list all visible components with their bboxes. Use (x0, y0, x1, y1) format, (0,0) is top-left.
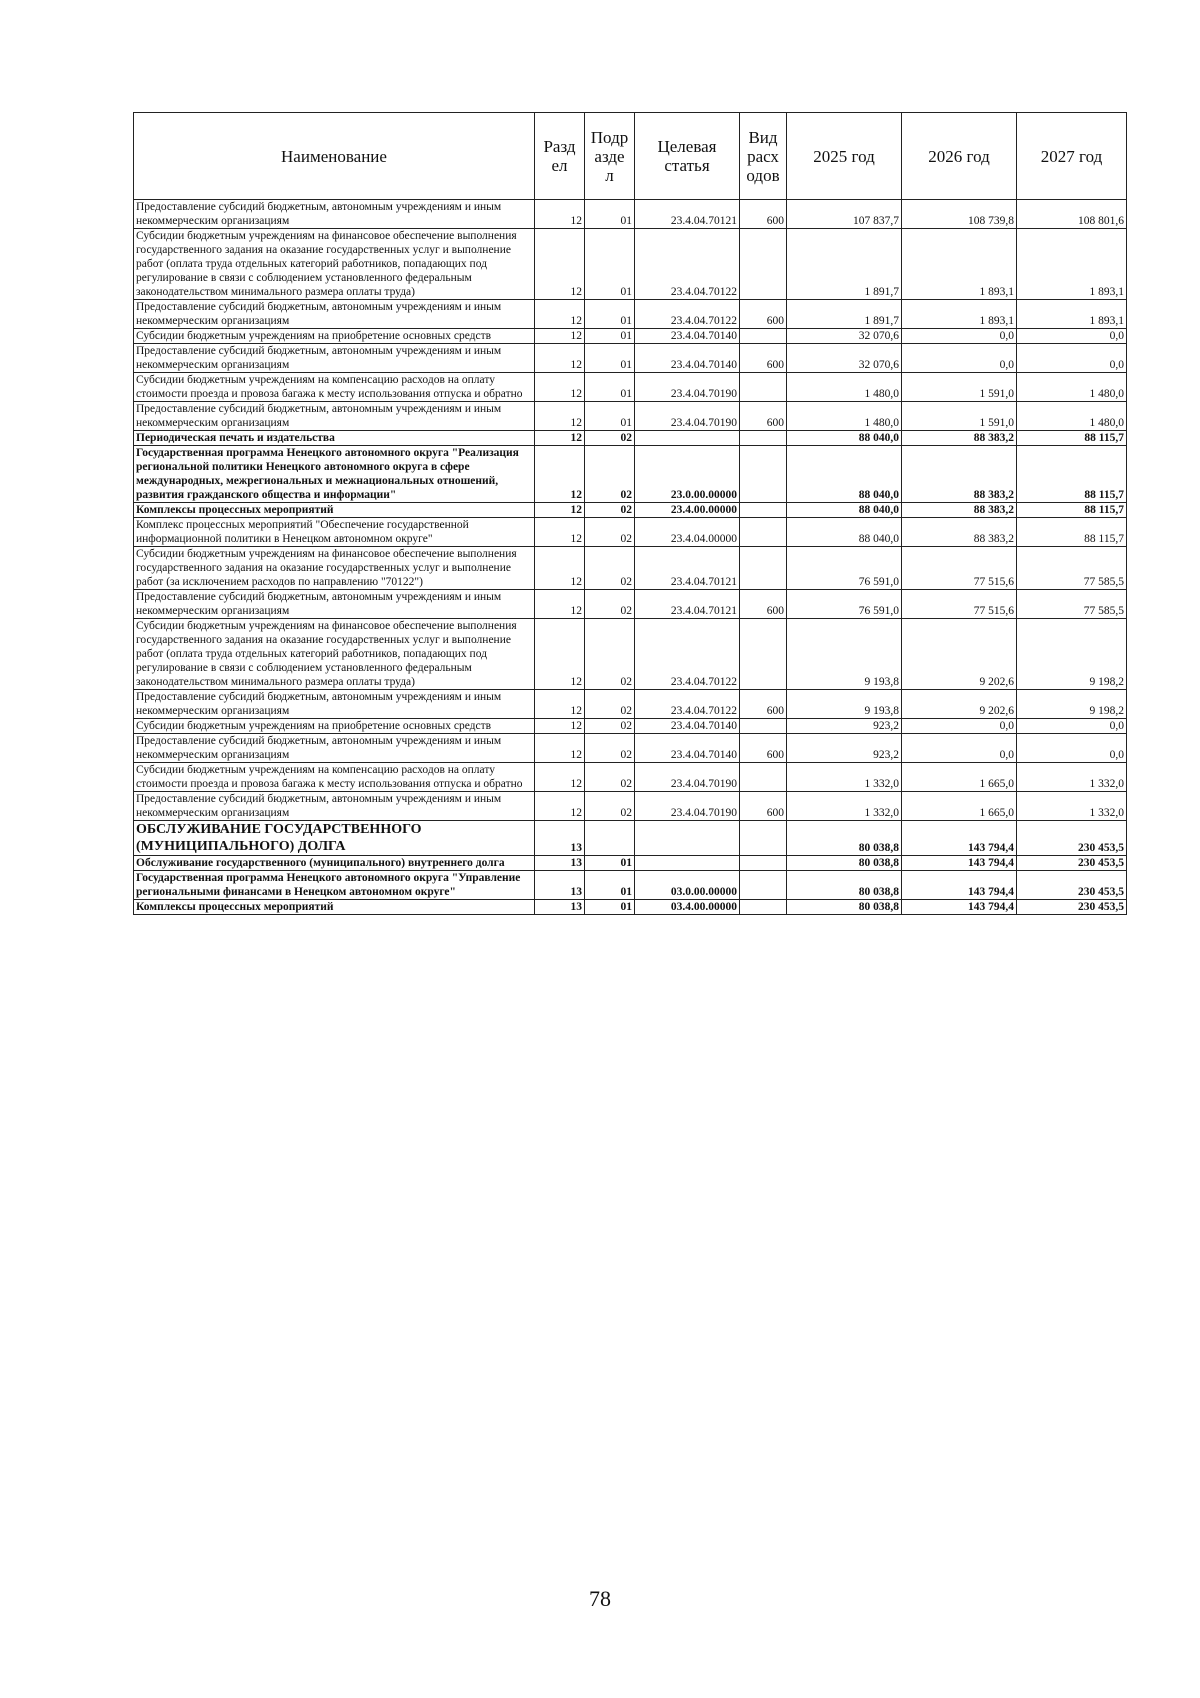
row-vid (740, 871, 787, 900)
row-podrazdel: 02 (585, 690, 635, 719)
header-2026: 2026 год (902, 113, 1017, 200)
row-vid (740, 719, 787, 734)
row-podrazdel: 01 (585, 300, 635, 329)
table-row (134, 590, 1127, 619)
table-row (134, 402, 1127, 431)
row-vid: 600 (740, 300, 787, 329)
row-statya: 03.0.00.00000 (635, 871, 740, 900)
row-2027: 0,0 (1017, 329, 1127, 344)
row-vid: 600 (740, 402, 787, 431)
row-razdel: 12 (535, 734, 585, 763)
row-podrazdel: 02 (585, 734, 635, 763)
row-podrazdel: 01 (585, 329, 635, 344)
row-statya: 23.4.04.70122 (635, 690, 740, 719)
table-row (134, 431, 1127, 446)
row-name: Субсидии бюджетным учреждениям на компенсацию расходов на оплату стоимости проезда и провоза багажа к месту использования отпуска и обратно (134, 763, 535, 792)
row-name: Субсидии бюджетным учреждениям на приобретение основных средств (134, 719, 535, 734)
row-razdel: 12 (535, 518, 585, 547)
row-2027: 108 801,6 (1017, 200, 1127, 229)
row-2025: 80 038,8 (787, 900, 902, 915)
row-2025: 80 038,8 (787, 856, 902, 871)
row-vid (740, 446, 787, 503)
row-razdel: 12 (535, 402, 585, 431)
row-name: Комплексы процессных мероприятий (134, 503, 535, 518)
row-2025: 9 193,8 (787, 619, 902, 690)
row-razdel: 13 (535, 871, 585, 900)
row-vid (740, 547, 787, 590)
row-2025: 32 070,6 (787, 344, 902, 373)
table-row (134, 329, 1127, 344)
row-2026: 9 202,6 (902, 690, 1017, 719)
row-2027: 77 585,5 (1017, 547, 1127, 590)
row-vid (740, 619, 787, 690)
row-2025: 1 891,7 (787, 300, 902, 329)
table-row (134, 734, 1127, 763)
row-vid (740, 229, 787, 300)
row-2027: 1 332,0 (1017, 763, 1127, 792)
row-name: Государственная программа Ненецкого автономного округа "Реализация региональной политики Ненецкого автономного округа в сфере международных, межрегиональных и межнациональных отношений, развития гражданского общества и информации" (134, 446, 535, 503)
row-2027: 0,0 (1017, 719, 1127, 734)
row-statya: 23.4.04.70122 (635, 300, 740, 329)
row-2026: 88 383,2 (902, 503, 1017, 518)
row-2026: 0,0 (902, 344, 1017, 373)
row-statya: 23.0.00.00000 (635, 446, 740, 503)
row-statya: 03.4.00.00000 (635, 900, 740, 915)
row-statya: 23.4.04.70121 (635, 200, 740, 229)
row-2025: 9 193,8 (787, 690, 902, 719)
row-vid: 600 (740, 690, 787, 719)
row-2027: 230 453,5 (1017, 821, 1127, 856)
row-podrazdel: 02 (585, 446, 635, 503)
header-2025: 2025 год (787, 113, 902, 200)
row-razdel: 12 (535, 503, 585, 518)
table-header-row (134, 113, 1127, 200)
row-podrazdel: 02 (585, 431, 635, 446)
row-vid (740, 900, 787, 915)
row-statya (635, 431, 740, 446)
row-2027: 1 332,0 (1017, 792, 1127, 821)
table-row (134, 690, 1127, 719)
row-vid (740, 856, 787, 871)
row-2027: 230 453,5 (1017, 871, 1127, 900)
row-razdel: 13 (535, 856, 585, 871)
row-podrazdel: 02 (585, 547, 635, 590)
row-2025: 923,2 (787, 734, 902, 763)
table-row (134, 619, 1127, 690)
row-vid (740, 763, 787, 792)
row-statya (635, 856, 740, 871)
row-podrazdel: 02 (585, 590, 635, 619)
row-razdel: 12 (535, 792, 585, 821)
row-name: Обслуживание государственного (муниципального) внутреннего долга (134, 856, 535, 871)
row-2025: 80 038,8 (787, 821, 902, 856)
row-statya: 23.4.04.70122 (635, 619, 740, 690)
row-razdel: 12 (535, 547, 585, 590)
table-row (134, 344, 1127, 373)
row-2026: 1 665,0 (902, 792, 1017, 821)
row-statya: 23.4.04.70121 (635, 547, 740, 590)
row-2026: 0,0 (902, 734, 1017, 763)
row-2027: 77 585,5 (1017, 590, 1127, 619)
row-razdel: 12 (535, 431, 585, 446)
row-razdel: 12 (535, 446, 585, 503)
row-podrazdel: 01 (585, 856, 635, 871)
row-2025: 88 040,0 (787, 446, 902, 503)
row-2027: 9 198,2 (1017, 690, 1127, 719)
row-name: Предоставление субсидий бюджетным, автономным учреждениям и иным некоммерческим организациям (134, 734, 535, 763)
row-vid (740, 431, 787, 446)
row-vid: 600 (740, 590, 787, 619)
header-2027: 2027 год (1017, 113, 1127, 200)
row-statya: 23.4.04.70140 (635, 734, 740, 763)
row-statya: 23.4.04.00000 (635, 518, 740, 547)
table-row (134, 229, 1127, 300)
row-2027: 1 480,0 (1017, 402, 1127, 431)
row-statya: 23.4.00.00000 (635, 503, 740, 518)
header-statya (635, 113, 740, 200)
row-razdel: 12 (535, 329, 585, 344)
row-podrazdel: 01 (585, 871, 635, 900)
row-2025: 76 591,0 (787, 590, 902, 619)
row-2026: 1 591,0 (902, 373, 1017, 402)
row-podrazdel: 01 (585, 229, 635, 300)
table-row (134, 792, 1127, 821)
row-vid: 600 (740, 734, 787, 763)
row-2025: 1 480,0 (787, 402, 902, 431)
row-podrazdel: 01 (585, 900, 635, 915)
row-name: Комплекс процессных мероприятий "Обеспечение государственной информационной политики в Ненецком автономном округе" (134, 518, 535, 547)
row-name: Предоставление субсидий бюджетным, автономным учреждениям и иным некоммерческим организациям (134, 300, 535, 329)
row-razdel: 12 (535, 690, 585, 719)
row-podrazdel: 01 (585, 402, 635, 431)
row-2025: 1 891,7 (787, 229, 902, 300)
row-statya: 23.4.04.70190 (635, 402, 740, 431)
table-row (134, 446, 1127, 503)
row-name: Предоставление субсидий бюджетным, автономным учреждениям и иным некоммерческим организациям (134, 200, 535, 229)
row-2027: 230 453,5 (1017, 856, 1127, 871)
table-row (134, 719, 1127, 734)
row-razdel: 12 (535, 590, 585, 619)
row-statya: 23.4.04.70190 (635, 763, 740, 792)
row-2025: 80 038,8 (787, 871, 902, 900)
table-row (134, 518, 1127, 547)
row-vid: 600 (740, 200, 787, 229)
row-name: Предоставление субсидий бюджетным, автономным учреждениям и иным некоммерческим организациям (134, 792, 535, 821)
row-2026: 9 202,6 (902, 619, 1017, 690)
row-name: Субсидии бюджетным учреждениям на приобретение основных средств (134, 329, 535, 344)
row-vid (740, 821, 787, 856)
row-name: Предоставление субсидий бюджетным, автономным учреждениям и иным некоммерческим организациям (134, 402, 535, 431)
row-2025: 1 480,0 (787, 373, 902, 402)
header-podrazdel-text: Подр азде л (590, 127, 629, 185)
row-razdel: 12 (535, 373, 585, 402)
page-number: 78 (589, 1586, 611, 1611)
row-razdel: 12 (535, 200, 585, 229)
row-name: Субсидии бюджетным учреждениям на компенсацию расходов на оплату стоимости проезда и провоза багажа к месту использования отпуска и обратно (134, 373, 535, 402)
row-2027: 230 453,5 (1017, 900, 1127, 915)
row-2026: 0,0 (902, 329, 1017, 344)
row-razdel: 13 (535, 900, 585, 915)
row-2027: 88 115,7 (1017, 446, 1127, 503)
row-name: Предоставление субсидий бюджетным, автономным учреждениям и иным некоммерческим организациям (134, 690, 535, 719)
row-podrazdel: 01 (585, 200, 635, 229)
row-razdel: 12 (535, 763, 585, 792)
row-2025: 923,2 (787, 719, 902, 734)
row-name: Субсидии бюджетным учреждениям на финансовое обеспечение выполнения государственного задания на оказание государственных услуг и выполнение работ (оплата труда отдельных категорий работников, попадающих под регулирование в связи с соблюдением установленного федеральным законодательством минимального размера оплаты труда) (134, 619, 535, 690)
row-razdel: 12 (535, 719, 585, 734)
header-vid-text: Вид расх одов (746, 127, 780, 185)
row-podrazdel: 02 (585, 518, 635, 547)
row-2025: 1 332,0 (787, 763, 902, 792)
row-2026: 1 893,1 (902, 229, 1017, 300)
row-podrazdel: 02 (585, 719, 635, 734)
row-2027: 1 480,0 (1017, 373, 1127, 402)
row-name: Государственная программа Ненецкого автономного округа "Управление региональными финансами в Ненецком автономном округе" (134, 871, 535, 900)
row-razdel: 12 (535, 619, 585, 690)
row-2026: 88 383,2 (902, 518, 1017, 547)
row-statya: 23.4.04.70140 (635, 719, 740, 734)
row-podrazdel: 02 (585, 763, 635, 792)
row-vid: 600 (740, 792, 787, 821)
header-statya-text: Целевая статья (657, 137, 717, 175)
row-2026: 1 893,1 (902, 300, 1017, 329)
row-2027: 88 115,7 (1017, 431, 1127, 446)
row-name: Комплексы процессных мероприятий (134, 900, 535, 915)
row-vid: 600 (740, 344, 787, 373)
table-row (134, 373, 1127, 402)
table-row (134, 547, 1127, 590)
row-razdel: 12 (535, 229, 585, 300)
row-statya: 23.4.04.70121 (635, 590, 740, 619)
row-2027: 9 198,2 (1017, 619, 1127, 690)
table-row (134, 821, 1127, 856)
row-2026: 143 794,4 (902, 821, 1017, 856)
row-2025: 76 591,0 (787, 547, 902, 590)
header-vid (740, 113, 787, 200)
row-2026: 77 515,6 (902, 590, 1017, 619)
row-vid (740, 503, 787, 518)
row-name: Субсидии бюджетным учреждениям на финансовое обеспечение выполнения государственного задания на оказание государственных услуг и выполнение работ (за исключением расходов по направлению "70122") (134, 547, 535, 590)
row-2027: 1 893,1 (1017, 300, 1127, 329)
row-2025: 107 837,7 (787, 200, 902, 229)
table-row (134, 763, 1127, 792)
table-row (134, 900, 1127, 915)
row-2025: 32 070,6 (787, 329, 902, 344)
header-podrazdel (585, 113, 635, 200)
table-row (134, 200, 1127, 229)
row-2026: 1 665,0 (902, 763, 1017, 792)
row-name: ОБСЛУЖИВАНИЕ ГОСУДАРСТВЕННОГО (МУНИЦИПАЛЬНОГО) ДОЛГА (134, 821, 535, 856)
row-name: Предоставление субсидий бюджетным, автономным учреждениям и иным некоммерческим организациям (134, 344, 535, 373)
row-2025: 88 040,0 (787, 431, 902, 446)
header-razdel-text: Разд ел (543, 137, 576, 175)
row-2026: 143 794,4 (902, 900, 1017, 915)
row-razdel: 12 (535, 344, 585, 373)
row-podrazdel: 02 (585, 792, 635, 821)
row-name: Периодическая печать и издательства (134, 431, 535, 446)
row-statya: 23.4.04.70190 (635, 792, 740, 821)
row-podrazdel: 02 (585, 619, 635, 690)
header-razdel (535, 113, 585, 200)
row-2027: 88 115,7 (1017, 503, 1127, 518)
row-podrazdel: 02 (585, 503, 635, 518)
budget-table (133, 112, 1127, 915)
row-2026: 77 515,6 (902, 547, 1017, 590)
row-razdel: 12 (535, 300, 585, 329)
row-2025: 88 040,0 (787, 503, 902, 518)
row-vid (740, 373, 787, 402)
row-name: Предоставление субсидий бюджетным, автономным учреждениям и иным некоммерческим организациям (134, 590, 535, 619)
table-row (134, 300, 1127, 329)
row-2027: 0,0 (1017, 734, 1127, 763)
header-name: Наименование (134, 113, 535, 200)
row-2027: 88 115,7 (1017, 518, 1127, 547)
row-2026: 143 794,4 (902, 856, 1017, 871)
row-name: Субсидии бюджетным учреждениям на финансовое обеспечение выполнения государственного задания на оказание государственных услуг и выполнение работ (оплата труда отдельных категорий работников, попадающих под регулирование в связи с соблюдением установленного федеральным законодательством минимального размера оплаты труда) (134, 229, 535, 300)
row-podrazdel (585, 821, 635, 856)
row-2026: 88 383,2 (902, 431, 1017, 446)
row-vid (740, 329, 787, 344)
row-2025: 1 332,0 (787, 792, 902, 821)
row-podrazdel: 01 (585, 344, 635, 373)
row-podrazdel: 01 (585, 373, 635, 402)
row-statya: 23.4.04.70140 (635, 344, 740, 373)
row-2026: 1 591,0 (902, 402, 1017, 431)
row-2026: 0,0 (902, 719, 1017, 734)
row-2025: 88 040,0 (787, 518, 902, 547)
table-body (134, 200, 1127, 915)
row-2027: 1 893,1 (1017, 229, 1127, 300)
row-2027: 0,0 (1017, 344, 1127, 373)
row-statya: 23.4.04.70140 (635, 329, 740, 344)
row-statya: 23.4.04.70190 (635, 373, 740, 402)
row-2026: 143 794,4 (902, 871, 1017, 900)
budget-sheet (133, 112, 1126, 915)
row-razdel: 13 (535, 821, 585, 856)
table-row (134, 503, 1127, 518)
table-row (134, 856, 1127, 871)
row-2026: 88 383,2 (902, 446, 1017, 503)
row-statya (635, 821, 740, 856)
table-row (134, 871, 1127, 900)
row-statya: 23.4.04.70122 (635, 229, 740, 300)
row-vid (740, 518, 787, 547)
row-2026: 108 739,8 (902, 200, 1017, 229)
